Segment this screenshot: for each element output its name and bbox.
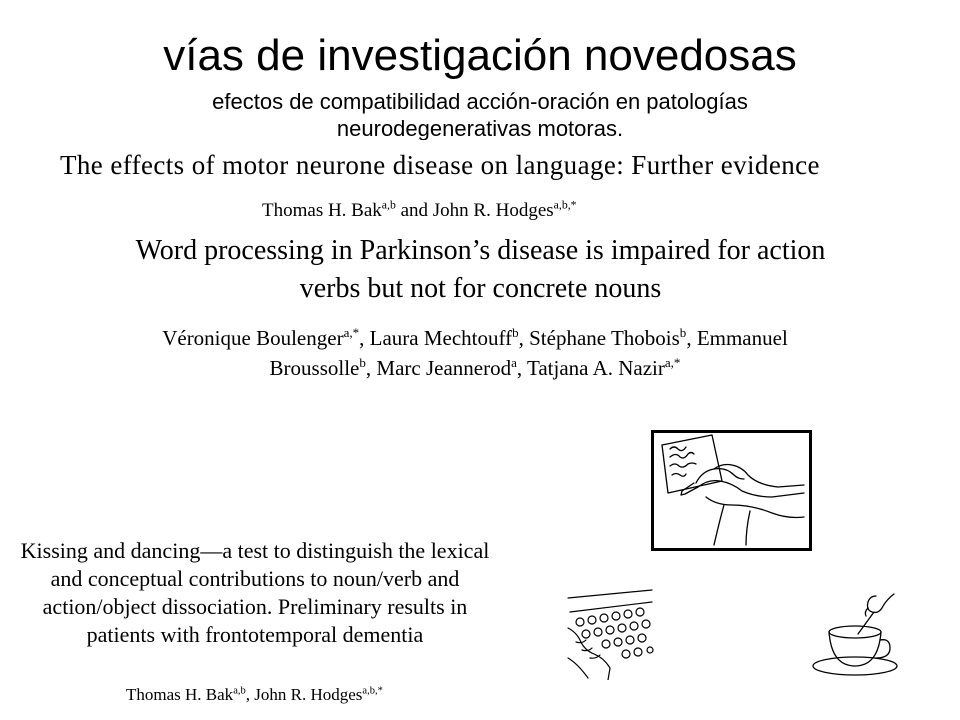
author-name: John R. Hodges bbox=[432, 200, 554, 221]
stirring-hand-icon bbox=[868, 594, 895, 613]
author-affiliation: a,b,* bbox=[362, 685, 383, 697]
author-affiliation: a,b bbox=[233, 685, 246, 697]
paper-3-title: Kissing and dancing—a test to distinguish the lexical and conceptual contributions to noun/verb and action/object dissociation. Preliminary results in patients with frontotemporal dementia bbox=[20, 538, 490, 647]
author-name: Tatjana A. Nazir bbox=[527, 356, 665, 380]
paper-1-authors: Thomas H. Bak$^{a,b}$ and John R. Hodges$^{a,b,*}$ bbox=[262, 198, 577, 221]
author-name: Laura Mechtouff bbox=[369, 326, 513, 350]
paper-3-authors: Thomas H. Bak$^{a,b}$, John R. Hodges$^{a,b,*}$ bbox=[126, 685, 383, 704]
author-affiliation: b bbox=[512, 325, 519, 340]
author-name: Thomas H. Bak bbox=[126, 685, 234, 704]
writing-hand-illustration bbox=[651, 430, 812, 551]
handwriting-scribble-icon bbox=[670, 447, 696, 476]
author-affiliation: a bbox=[511, 355, 517, 370]
author-name: Thomas H. Bak bbox=[262, 200, 382, 221]
cup-icon bbox=[829, 626, 881, 638]
slide-subtitle: efectos de compatibilidad acción-oración en patologías neurodegenerativas motoras. bbox=[212, 89, 748, 140]
author-name: Marc Jeannerod bbox=[376, 356, 512, 380]
author-affiliation: a,* bbox=[664, 355, 681, 370]
typewriter-body-icon bbox=[568, 590, 652, 612]
author-name: Emmanuel Broussolle bbox=[269, 326, 788, 380]
author-affiliation: a,b,* bbox=[553, 198, 577, 212]
paper-1-title: The effects of motor neurone disease on language: Further evidence bbox=[60, 150, 820, 180]
stirring-cup-illustration bbox=[808, 590, 903, 685]
typing-hands-illustration bbox=[566, 588, 654, 680]
slide-title: vías de investigación novedosas bbox=[163, 31, 797, 80]
author-affiliation: b bbox=[359, 355, 366, 370]
author-name: Stéphane Thobois bbox=[529, 326, 680, 350]
author-affiliation: a,* bbox=[343, 325, 360, 340]
author-affiliation: a,b bbox=[381, 198, 396, 212]
author-name: John R. Hodges bbox=[254, 685, 363, 704]
author-affiliation: b bbox=[679, 325, 687, 340]
paper-2-authors: Véronique Boulenger$^{a,*}$, Laura Mechtouff$^b$, Stéphane Thobois$^b$, Emmanuel Broussolle$^b$, Marc Jeannerod$^a$, Tatjana A. Nazir$^{a,*}$ bbox=[162, 325, 788, 380]
author-name: Véronique Boulenger bbox=[162, 326, 344, 350]
paper-2-title: Word processing in Parkinson’s disease is impaired for action verbs but not for concrete nouns bbox=[135, 235, 826, 304]
